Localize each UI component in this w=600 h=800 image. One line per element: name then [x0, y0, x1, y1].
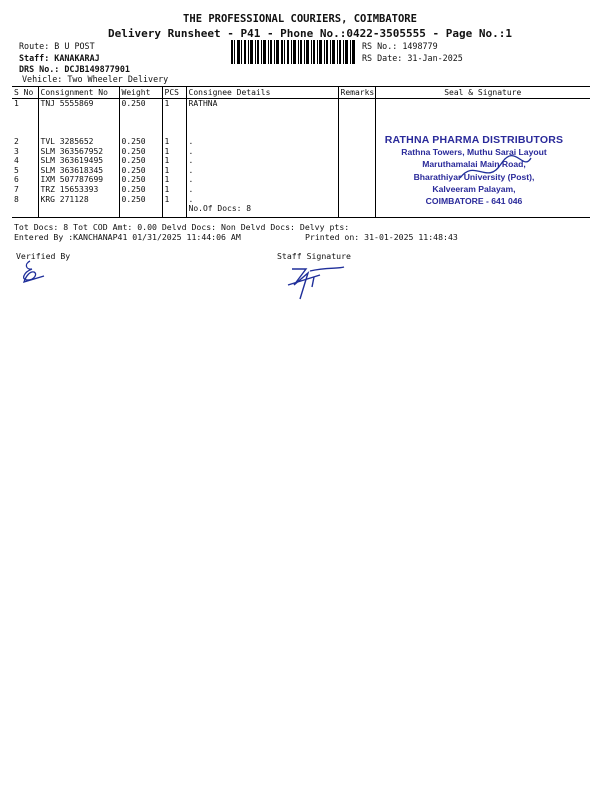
row-consignee: . [186, 175, 338, 185]
row-sno: 7 [14, 184, 19, 194]
row-consignment: IXM 507787699 [38, 175, 119, 185]
row-remarks [338, 137, 375, 147]
row-sno [12, 204, 38, 218]
rs-date: RS Date: 31-Jan-2025 [362, 53, 463, 63]
entered-by: Entered By :KANCHANAP41 01/31/2025 11:44:06 AM [14, 232, 241, 242]
row-consignment: TRZ 15653393 [38, 185, 119, 195]
row-pcs [162, 127, 186, 137]
row-consignment: KRG 271128 [38, 195, 119, 205]
rs-number: RS No.: 1498779 [362, 41, 438, 51]
row-remarks [338, 147, 375, 157]
row-consignment: SLM 363619495 [38, 156, 119, 166]
row-weight [119, 204, 162, 218]
stamp-address-2: Maruthamalai Main Road, [422, 159, 526, 170]
row-weight: 0.250 [119, 99, 162, 128]
verifier-signature [14, 258, 50, 286]
row-remarks [338, 166, 375, 176]
row-seal [375, 99, 590, 128]
col-consignment-header: Consignment No [38, 87, 119, 99]
row-remarks [338, 195, 375, 205]
row-consignment: SLM 363567952 [38, 147, 119, 157]
row-consignment: SLM 363618345 [38, 166, 119, 176]
staff-signature-label: Staff Signature [277, 251, 351, 261]
printed-on: Printed on: 31-01-2025 11:48:43 [305, 232, 458, 242]
table-header-row [12, 87, 590, 99]
row-consignee: . [186, 166, 338, 176]
staff-signature [286, 263, 346, 301]
row-weight: 0.250 [119, 137, 162, 147]
row-pcs: 1 [162, 166, 186, 176]
staff-label: Staff: KANAKARAJ [19, 53, 100, 63]
row-sno: 6 [14, 175, 19, 185]
row-remarks [338, 204, 375, 218]
row-sno: 3 [14, 146, 19, 156]
row-remarks [338, 185, 375, 195]
row-pcs: 1 [162, 185, 186, 195]
totals-line: Tot Docs: 8 Tot COD Amt: 0.00 Delvd Docs: Non Delvd Docs: Delvy pts: [14, 222, 350, 232]
row-weight: 0.250 [119, 195, 162, 205]
verified-by-label: Verified By [16, 251, 71, 261]
row-consignment [38, 204, 119, 218]
no-of-docs: No.Of Docs: 8 [186, 204, 338, 218]
stamp-signature-scribble [455, 150, 535, 190]
row-pcs: 1 [162, 175, 186, 185]
row-consignee: . [186, 185, 338, 195]
stamp-address-4: Kalveeram Palayam, [432, 183, 516, 194]
row-pcs [162, 204, 186, 218]
row-consignee: RATHNA [186, 99, 338, 128]
row-weight: 0.250 [119, 175, 162, 185]
row-remarks [338, 156, 375, 166]
col-sno-header: S No [12, 87, 38, 99]
row-pcs: 1 [162, 195, 186, 205]
drs-number: DRS No.: DCJB149877901 [19, 64, 130, 74]
row-weight: 0.250 [119, 156, 162, 166]
row-remarks [338, 175, 375, 185]
stamp-city: COIMBATORE - 641 046 [425, 196, 523, 207]
stamp-address-1: Rathna Towers, Muthu Sarai Layout [401, 147, 547, 158]
row-consignee: . [186, 137, 338, 147]
row-sno: 5 [14, 165, 19, 175]
row-pcs: 1 [162, 156, 186, 166]
row-consignment: TNJ 5555869 [38, 99, 119, 128]
row-sno: 1 [14, 99, 19, 108]
row-remarks [338, 99, 375, 128]
row-consignee: . [186, 195, 338, 205]
row-pcs: 1 [162, 99, 186, 128]
runsheet-subtitle: Delivery Runsheet - P41 - Phone No.:0422-3505555 - Page No.:1 [108, 27, 512, 40]
row-pcs: 1 [162, 147, 186, 157]
row-sno: 4 [14, 156, 19, 166]
table-row [12, 99, 590, 128]
row-consignee: . [186, 147, 338, 157]
row-consignment [38, 127, 119, 137]
row-sno: 8 [14, 194, 19, 204]
col-seal-header: Seal & Signature [375, 87, 590, 99]
stamp-address-3: Bharathiyar University (Post), [413, 171, 535, 182]
row-weight: 0.250 [119, 185, 162, 195]
row-sno: 2 [14, 137, 19, 146]
row-consignee: . [186, 156, 338, 166]
row-remarks [338, 127, 375, 137]
barcode-image [231, 40, 355, 64]
col-remarks-header: Remarks [338, 87, 375, 99]
row-pcs: 1 [162, 137, 186, 147]
row-consignee [186, 127, 338, 137]
col-pcs-header: PCS [162, 87, 186, 99]
row-weight: 0.250 [119, 166, 162, 176]
company-title: THE PROFESSIONAL COURIERS, COIMBATORE [183, 13, 417, 25]
col-weight-header: Weight [119, 87, 162, 99]
row-weight: 0.250 [119, 147, 162, 157]
route-label: Route: B U POST [19, 41, 95, 51]
vehicle-label: Vehicle: Two Wheeler Delivery [22, 74, 169, 84]
row-weight [119, 127, 162, 137]
col-consignee-header: Consignee Details [186, 87, 338, 99]
row-consignment: TVL 3285652 [38, 137, 119, 147]
stamp-company: RATHNA PHARMA DISTRIBUTORS [384, 134, 564, 146]
row-sno [12, 127, 38, 137]
